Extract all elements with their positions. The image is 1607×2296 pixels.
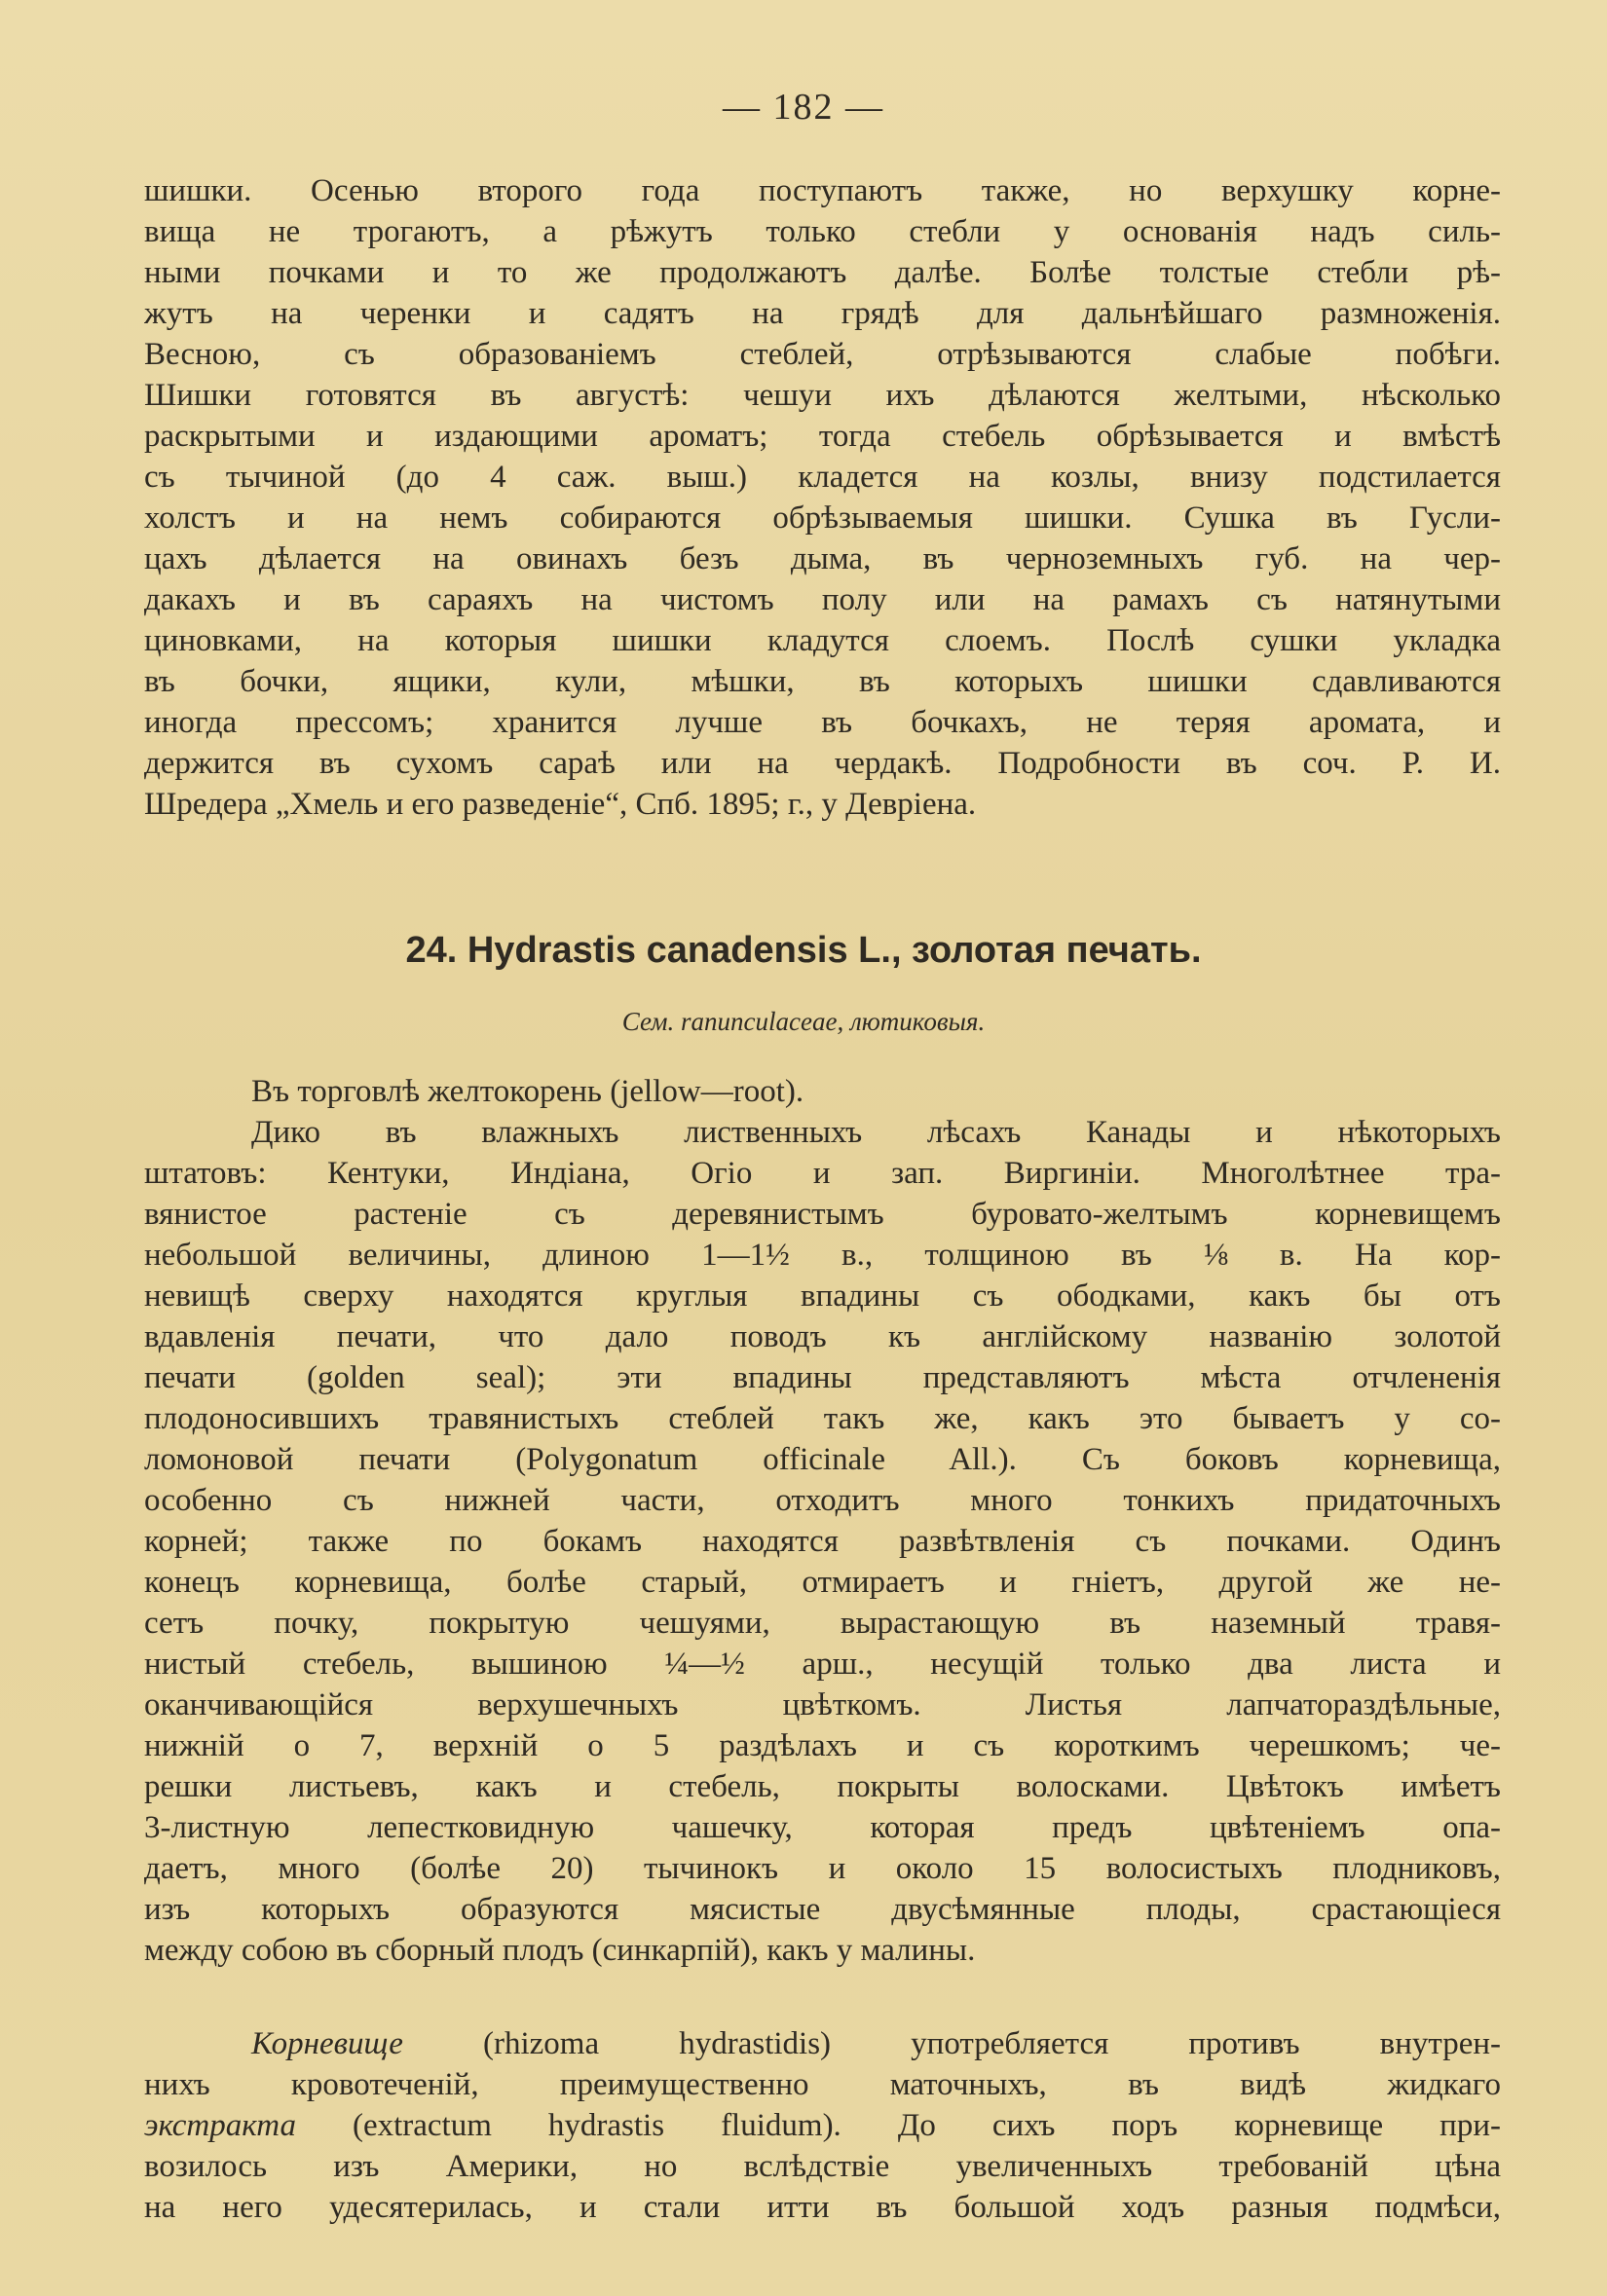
section-family: Сем. ranunculaceae, лютиковыя. bbox=[621, 1007, 986, 1036]
text-line: жутъ на черенки и садятъ на грядѣ для дальнѣйшаго размноженія. bbox=[144, 296, 1501, 331]
text-line: ными почками и то же продолжаютъ далѣе. Болѣе толстые стебли рѣ- bbox=[144, 255, 1501, 290]
italic-term: экстракта bbox=[144, 2108, 296, 2143]
text-line: нижній о 7, верхній о 5 раздѣлахъ и съ короткимъ черешкомъ; че- bbox=[144, 1728, 1501, 1763]
section-heading: 24. Hydrastis canadensis L., золотая печать. bbox=[405, 930, 1202, 971]
text-line: раскрытыми и издающими ароматъ; тогда стебель обрѣзывается и вмѣстѣ bbox=[144, 419, 1501, 454]
text-line: Шишки готовятся въ августѣ: чешуи ихъ дѣлаются желтыми, нѣсколько bbox=[144, 378, 1501, 413]
text-line: вища не трогаютъ, а рѣжутъ только стебли у основанія надъ силь- bbox=[144, 214, 1501, 249]
text-line: небольшой величины, длиною 1—1½ в., толщиною въ ⅛ в. На кор- bbox=[144, 1238, 1501, 1273]
text-line: 3-листную лепестковидную чашечку, которая предъ цвѣтеніемъ опа- bbox=[144, 1810, 1501, 1845]
text-line bbox=[144, 2105, 1501, 2146]
text-line: особенно съ нижней части, отходитъ много тонкихъ придаточныхъ bbox=[144, 1483, 1501, 1518]
text-line: ломоновой печати (Polygonatum officinale All.). Съ боковъ корневища, bbox=[144, 1442, 1501, 1477]
text-line: даетъ, много (болѣе 20) тычинокъ и около 15 волосистыхъ плодниковъ, bbox=[144, 1851, 1501, 1886]
text-line: дакахъ и въ сараяхъ на чистомъ полу или на рамахъ съ натянутыми bbox=[144, 582, 1501, 617]
text-line: плодоносившихъ травянистыхъ стеблей такъ же, какъ это бываетъ у со- bbox=[144, 1401, 1501, 1436]
text-line: вянистое растеніе съ деревянистымъ буровато-желтымъ корневищемъ bbox=[144, 1197, 1501, 1232]
page-number: — 182 — bbox=[723, 87, 884, 128]
text-block-hops bbox=[144, 170, 1501, 825]
text-line: корней; также по бокамъ находятся развѣтвленія съ почками. Одинъ bbox=[144, 1524, 1501, 1559]
text-line: печати (golden seal); эти впадины представляютъ мѣста отчлененія bbox=[144, 1360, 1501, 1395]
text-line: нистый стебель, вышиною ¼—½ арш., несущій только два листа и bbox=[144, 1647, 1501, 1682]
text-line: изъ которыхъ образуются мясистые двусѣмянные плоды, срастающіеся bbox=[144, 1892, 1501, 1927]
text-line: Весною, съ образованіемъ стеблей, отрѣзываются слабые побѣги. bbox=[144, 337, 1501, 372]
text-line: Шредера „Хмель и его разведеніе“, Спб. 1895; г., у Девріена. bbox=[144, 787, 977, 822]
text-line: вдавленія печати, что дало поводъ къ англійскому названію золотой bbox=[144, 1319, 1501, 1354]
text-block-hydrastis bbox=[144, 1071, 1501, 1971]
text-line: нихъ кровотеченій, преимущественно маточныхъ, въ видѣ жидкаго bbox=[144, 2067, 1501, 2102]
text-line: возилось изъ Америки, но вслѣдствіе увеличенныхъ требованій цѣна bbox=[144, 2149, 1501, 2184]
text-line: решки листьевъ, какъ и стебель, покрыты волосками. Цвѣтокъ имѣетъ bbox=[144, 1769, 1501, 1804]
text-line: на него удесятерилась, и стали итти въ большой ходъ разныя подмѣси, bbox=[144, 2190, 1501, 2225]
text-line: въ бочки, ящики, кули, мѣшки, въ которыхъ шишки сдавливаются bbox=[144, 664, 1501, 699]
text-line: держится въ сухомъ сараѣ или на чердакѣ. Подробности въ соч. Р. И. bbox=[144, 746, 1501, 781]
text-block-rhizome bbox=[144, 2023, 1501, 2228]
text-line bbox=[144, 2023, 1501, 2064]
text-line: сетъ почку, покрытую чешуями, вырастающую въ наземный травя- bbox=[144, 1606, 1501, 1641]
text-line: конецъ корневища, болѣе старый, отмираетъ и гніетъ, другой же не- bbox=[144, 1565, 1501, 1600]
text-line: съ тычиной (до 4 саж. выш.) кладется на козлы, внизу подстилается bbox=[144, 460, 1501, 495]
text-line: иногда прессомъ; хранится лучше въ бочкахъ, не теряя аромата, и bbox=[144, 705, 1501, 740]
text-line: циновками, на которыя шишки кладутся слоемъ. Послѣ сушки укладка bbox=[144, 623, 1501, 658]
text-run: (extractum hydrastis fluidum). До сихъ поръ корневище при- bbox=[295, 2108, 1501, 2143]
text-line: невищѣ сверху находятся круглыя впадины съ ободками, какъ бы отъ bbox=[144, 1278, 1501, 1314]
text-line: оканчивающійся верхушечныхъ цвѣткомъ. Листья лапчатораздѣльные, bbox=[144, 1687, 1501, 1722]
text-line: Дико въ влажныхъ лиственныхъ лѣсахъ Канады и нѣкоторыхъ bbox=[251, 1115, 1501, 1150]
italic-term: Корневище bbox=[251, 2026, 403, 2061]
text-line: между собою въ сборный плодъ (синкарпій), какъ у малины. bbox=[144, 1933, 976, 1968]
text-line: цахъ дѣлается на овинахъ безъ дыма, въ черноземныхъ губ. на чер- bbox=[144, 541, 1501, 576]
text-run: (rhizoma hydrastidis) употребляется противъ внутрен- bbox=[402, 2026, 1501, 2061]
text-line: Въ торговлѣ желтокорень (jellow—root). bbox=[251, 1074, 804, 1109]
text-line: штатовъ: Кентуки, Индіана, Огіо и зап. Виргиніи. Многолѣтнее тра- bbox=[144, 1156, 1501, 1191]
text-line: шишки. Осенью второго года поступаютъ также, но верхушку корне- bbox=[144, 173, 1501, 208]
text-line: холстъ и на немъ собираются обрѣзываемыя шишки. Сушка въ Гусли- bbox=[144, 500, 1501, 536]
